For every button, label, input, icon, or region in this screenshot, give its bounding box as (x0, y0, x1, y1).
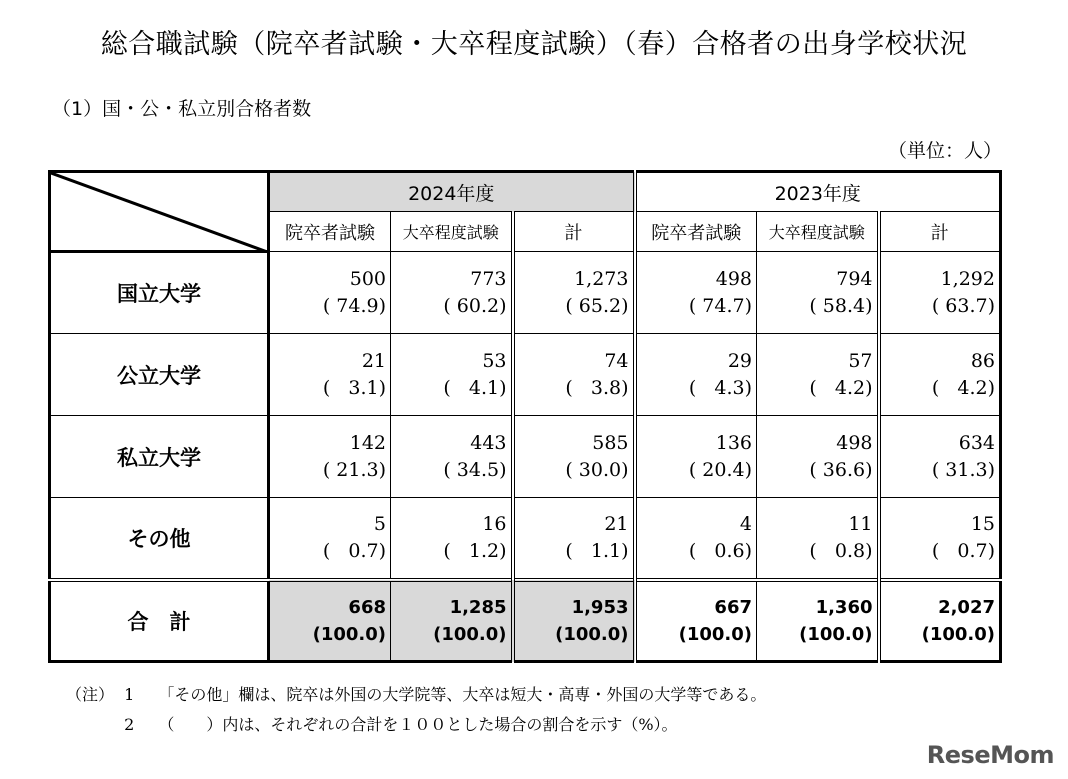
table-row (50, 252, 1001, 334)
count-value: 1,273 (574, 267, 629, 290)
count-value: 11 (848, 512, 873, 535)
percent-value: ( 0.7) (322, 539, 386, 562)
value-cell (879, 252, 1001, 334)
count-value: 15 (970, 512, 995, 535)
percent-value: ( 74.9) (322, 294, 386, 317)
value-cell (757, 252, 879, 334)
count-value: 53 (482, 349, 507, 372)
value-cell (513, 580, 635, 662)
percent-value: (100.0) (312, 623, 386, 645)
year-header-2023: 2023年度 (635, 172, 1001, 212)
results-table (48, 170, 1002, 663)
percent-value: ( 3.1) (322, 376, 386, 399)
count-value: 1,292 (940, 267, 995, 290)
count-value: 443 (470, 431, 507, 454)
count-value: 667 (714, 596, 752, 618)
count-value: 21 (361, 349, 386, 372)
value-cell (635, 252, 757, 334)
percent-value: ( 31.3) (931, 458, 995, 481)
unit-label: （単位：人） (887, 140, 1002, 162)
percent-value: (100.0) (921, 623, 995, 645)
count-value: 1,285 (449, 596, 507, 618)
value-cell (879, 416, 1001, 498)
count-value: 21 (604, 512, 629, 535)
total-row (50, 580, 1001, 662)
count-value: 634 (958, 431, 995, 454)
value-cell (635, 416, 757, 498)
note-line: 2 （ ）内は、それぞれの合計を１００とした場合の割合を示す（%）。 (66, 715, 678, 734)
year-header-2024: 2024年度 (269, 172, 635, 212)
percent-value: ( 65.2) (565, 294, 629, 317)
notes (66, 682, 766, 742)
value-cell (635, 580, 757, 662)
percent-value: ( 3.8) (565, 376, 629, 399)
value-cell (879, 334, 1001, 416)
table-row (50, 498, 1001, 580)
count-value: 5 (373, 512, 386, 535)
percent-value: ( 63.7) (931, 294, 995, 317)
corner-cell (50, 172, 269, 252)
value-cell (391, 416, 513, 498)
count-value: 29 (727, 349, 752, 372)
value-cell (513, 498, 635, 580)
percent-value: ( 4.3) (688, 376, 752, 399)
percent-value: ( 20.4) (688, 458, 752, 481)
count-value: 142 (349, 431, 386, 454)
table-row (50, 334, 1001, 416)
row-label: 合 計 (50, 580, 269, 662)
percent-value: (100.0) (433, 623, 507, 645)
percent-value: ( 21.3) (322, 458, 386, 481)
value-cell (879, 498, 1001, 580)
note-line: （注） 1 「その他」欄は、院卒は外国の大学院等、大卒は短大・高専・外国の大学等である。 (66, 685, 767, 704)
percent-value: (100.0) (678, 623, 752, 645)
value-cell (757, 498, 879, 580)
value-cell (635, 498, 757, 580)
percent-value: ( 74.7) (688, 294, 752, 317)
col-header-total: 計 (513, 212, 635, 252)
value-cell (635, 334, 757, 416)
percent-value: (100.0) (555, 623, 629, 645)
count-value: 16 (482, 512, 507, 535)
percent-value: ( 60.2) (443, 294, 507, 317)
count-value: 136 (715, 431, 752, 454)
percent-value: ( 58.4) (809, 294, 873, 317)
row-label: 私立大学 (50, 416, 269, 498)
value-cell (269, 416, 391, 498)
percent-value: ( 4.1) (443, 376, 507, 399)
table-row (50, 416, 1001, 498)
value-cell (269, 580, 391, 662)
percent-value: ( 4.2) (931, 376, 995, 399)
percent-value: ( 0.6) (688, 539, 752, 562)
value-cell (513, 252, 635, 334)
row-label: その他 (50, 498, 269, 580)
col-header-total: 計 (879, 212, 1001, 252)
percent-value: ( 30.0) (565, 458, 629, 481)
value-cell (513, 416, 635, 498)
value-cell (757, 416, 879, 498)
count-value: 86 (970, 349, 995, 372)
value-cell (391, 334, 513, 416)
count-value: 57 (848, 349, 873, 372)
count-value: 498 (715, 267, 752, 290)
count-value: 74 (604, 349, 629, 372)
count-value: 4 (739, 512, 752, 535)
resemom-logo: ReseMom (926, 741, 1054, 769)
page-title: 総合職試験（院卒者試験・大卒程度試験）（春）合格者の出身学校状況 (100, 29, 968, 60)
count-value: 668 (348, 596, 386, 618)
corner-diagonal (51, 173, 270, 253)
count-value: 773 (470, 267, 507, 290)
col-header-undergrad: 大卒程度試験 (757, 212, 879, 252)
percent-value: ( 36.6) (809, 458, 873, 481)
value-cell (269, 334, 391, 416)
count-value: 498 (836, 431, 873, 454)
percent-value: ( 0.8) (809, 539, 873, 562)
value-cell (757, 580, 879, 662)
section-subtitle: （1）国・公・私立別合格者数 (52, 98, 312, 120)
value-cell (757, 334, 879, 416)
count-value: 794 (836, 267, 873, 290)
value-cell (269, 252, 391, 334)
value-cell (391, 498, 513, 580)
value-cell (391, 252, 513, 334)
percent-value: ( 0.7) (931, 539, 995, 562)
count-value: 1,953 (571, 596, 629, 618)
count-value: 1,360 (815, 596, 873, 618)
percent-value: (100.0) (799, 623, 873, 645)
row-label: 国立大学 (50, 252, 269, 334)
row-label: 公立大学 (50, 334, 269, 416)
percent-value: ( 34.5) (443, 458, 507, 481)
count-value: 2,027 (938, 596, 995, 618)
col-header-grad: 院卒者試験 (635, 212, 757, 252)
col-header-grad: 院卒者試験 (269, 212, 391, 252)
percent-value: ( 4.2) (809, 376, 873, 399)
percent-value: ( 1.1) (565, 539, 629, 562)
value-cell (269, 498, 391, 580)
count-value: 585 (592, 431, 629, 454)
value-cell (391, 580, 513, 662)
value-cell (879, 580, 1001, 662)
value-cell (513, 334, 635, 416)
percent-value: ( 1.2) (443, 539, 507, 562)
count-value: 500 (349, 267, 386, 290)
col-header-undergrad: 大卒程度試験 (391, 212, 513, 252)
